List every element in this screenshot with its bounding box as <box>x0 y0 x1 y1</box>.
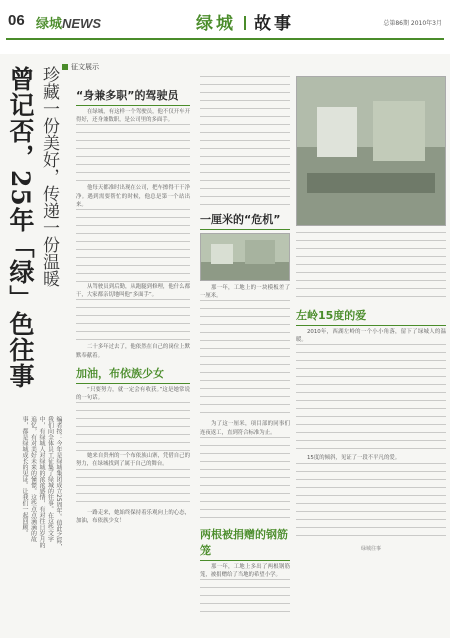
article-title-15deg <box>296 308 446 326</box>
article-cm-text-block <box>200 437 290 523</box>
column-tag <box>62 62 99 72</box>
article-title-girl-text: 加油，布依族少女 <box>76 366 164 380</box>
headline-sub: 珍藏一份美好，传递一份温暖 <box>39 66 59 287</box>
article-title-15deg-text: 左岭15度的爱 <box>296 309 367 322</box>
section-title <box>196 9 294 34</box>
brand-logo <box>36 13 101 32</box>
article-driver-text-block <box>76 299 190 343</box>
page-number: 06 <box>8 12 25 29</box>
article-girl-text-block <box>76 469 190 509</box>
article-driver-p1: 在绿城，有这样一个驾驶员，他不仅开车开得好，还身兼数职，是公司里的多面手。 <box>76 109 190 124</box>
article-cm-p2: 为了这一厘米，项目部的同事们连夜返工，直到符合标准为止。 <box>200 421 290 436</box>
article-steel-p1: 那一年，工地上多出了两根钢筋笼，被捐赠给了当地的希望小学。 <box>200 563 290 579</box>
article-title-cm-text: 一厘米的“危机” <box>200 213 281 226</box>
header-rule <box>6 38 444 40</box>
article-cm-text-block <box>200 300 290 420</box>
section-title-left: 绿城 <box>196 14 236 34</box>
article-girl-text-block <box>76 402 190 452</box>
page-header <box>0 0 450 54</box>
photo-caption: 绿城往事 <box>360 545 381 552</box>
column-c <box>296 76 446 553</box>
column-tag-label: 征文展示 <box>71 63 99 71</box>
photo-cm <box>200 233 290 281</box>
article-title-driver-text: “身兼多职”的驾驶员 <box>76 89 179 102</box>
editor-note: 编者按：今年是绿城集团成立25周年。值此之际，我们向全体员工征集了绿城的往事。在这些文字中，有绿城人对绿城的浓浓感情，有对往日岁月的追忆，有对美好未来的憧憬。这些点点滴滴的故事，都是绿城成长的见证。让我们一起回顾。 <box>21 416 62 550</box>
issue-info: 总第86期 2010年3月 <box>383 20 442 27</box>
headline-main: 曾记否，25年「绿」色往事 <box>6 66 35 389</box>
article-steel-continued <box>296 232 446 302</box>
photo-main-image <box>297 77 445 225</box>
headline-block <box>6 66 62 410</box>
article-driver-text-block <box>76 124 190 184</box>
section-title-right: 故事 <box>254 14 294 34</box>
article-title-steel <box>200 527 290 561</box>
article-girl-p2: 她来自贵州的一个布依族山寨，凭借自己的努力，在绿城找到了属于自己的舞台。 <box>76 453 190 468</box>
article-driver-p3: 从驾驶员到后勤，从跑腿到修理，他什么都干，大家都亲切地叫他“多面手”。 <box>76 284 190 299</box>
article-girl-p1: “只要努力，就一定会有收获。”这是她常说的一句话。 <box>76 386 190 402</box>
top-spacer <box>76 76 188 86</box>
article-title-steel-text: 两根被捐赠的钢筋笼 <box>200 527 288 557</box>
article-driver-p4: 二十多年过去了，他依然在自己的岗位上默默奉献着。 <box>76 344 190 359</box>
column-b <box>200 76 290 615</box>
article-15deg-p2: 15度的倾斜，见证了一段不平凡的爱。 <box>307 455 401 462</box>
article-driver-p2: 他每天都准时出现在公司，把车擦得干干净净。遇到需要帮忙的时候，他总是第一个站出来。 <box>76 185 190 208</box>
article-driver-continued <box>200 76 290 206</box>
article-title-driver <box>76 88 190 106</box>
brand-en: NEWS <box>62 16 102 31</box>
article-15deg-text-block <box>296 463 446 543</box>
article-title-girl <box>76 366 190 384</box>
photo-cm-image <box>201 234 289 280</box>
article-title-cm <box>200 212 290 230</box>
article-15deg-p1: 2010年，西湖左岭的一个小小角落，留下了绿城人的温暖。 <box>296 329 446 344</box>
article-cm-p1: 那一年，工地上的一块模板差了一厘米。 <box>200 285 290 300</box>
photo-main <box>296 76 446 226</box>
article-steel-text-block <box>200 579 290 615</box>
article-15deg-text-block <box>296 344 446 454</box>
article-girl-p3: 一路走来，她始终保持着乐观向上的心态，加油，布依族少女！ <box>76 509 190 524</box>
brand-cn: 绿城 <box>36 17 63 32</box>
section-divider <box>244 16 246 30</box>
article-driver-text-block <box>76 209 190 283</box>
column-a <box>76 76 190 525</box>
